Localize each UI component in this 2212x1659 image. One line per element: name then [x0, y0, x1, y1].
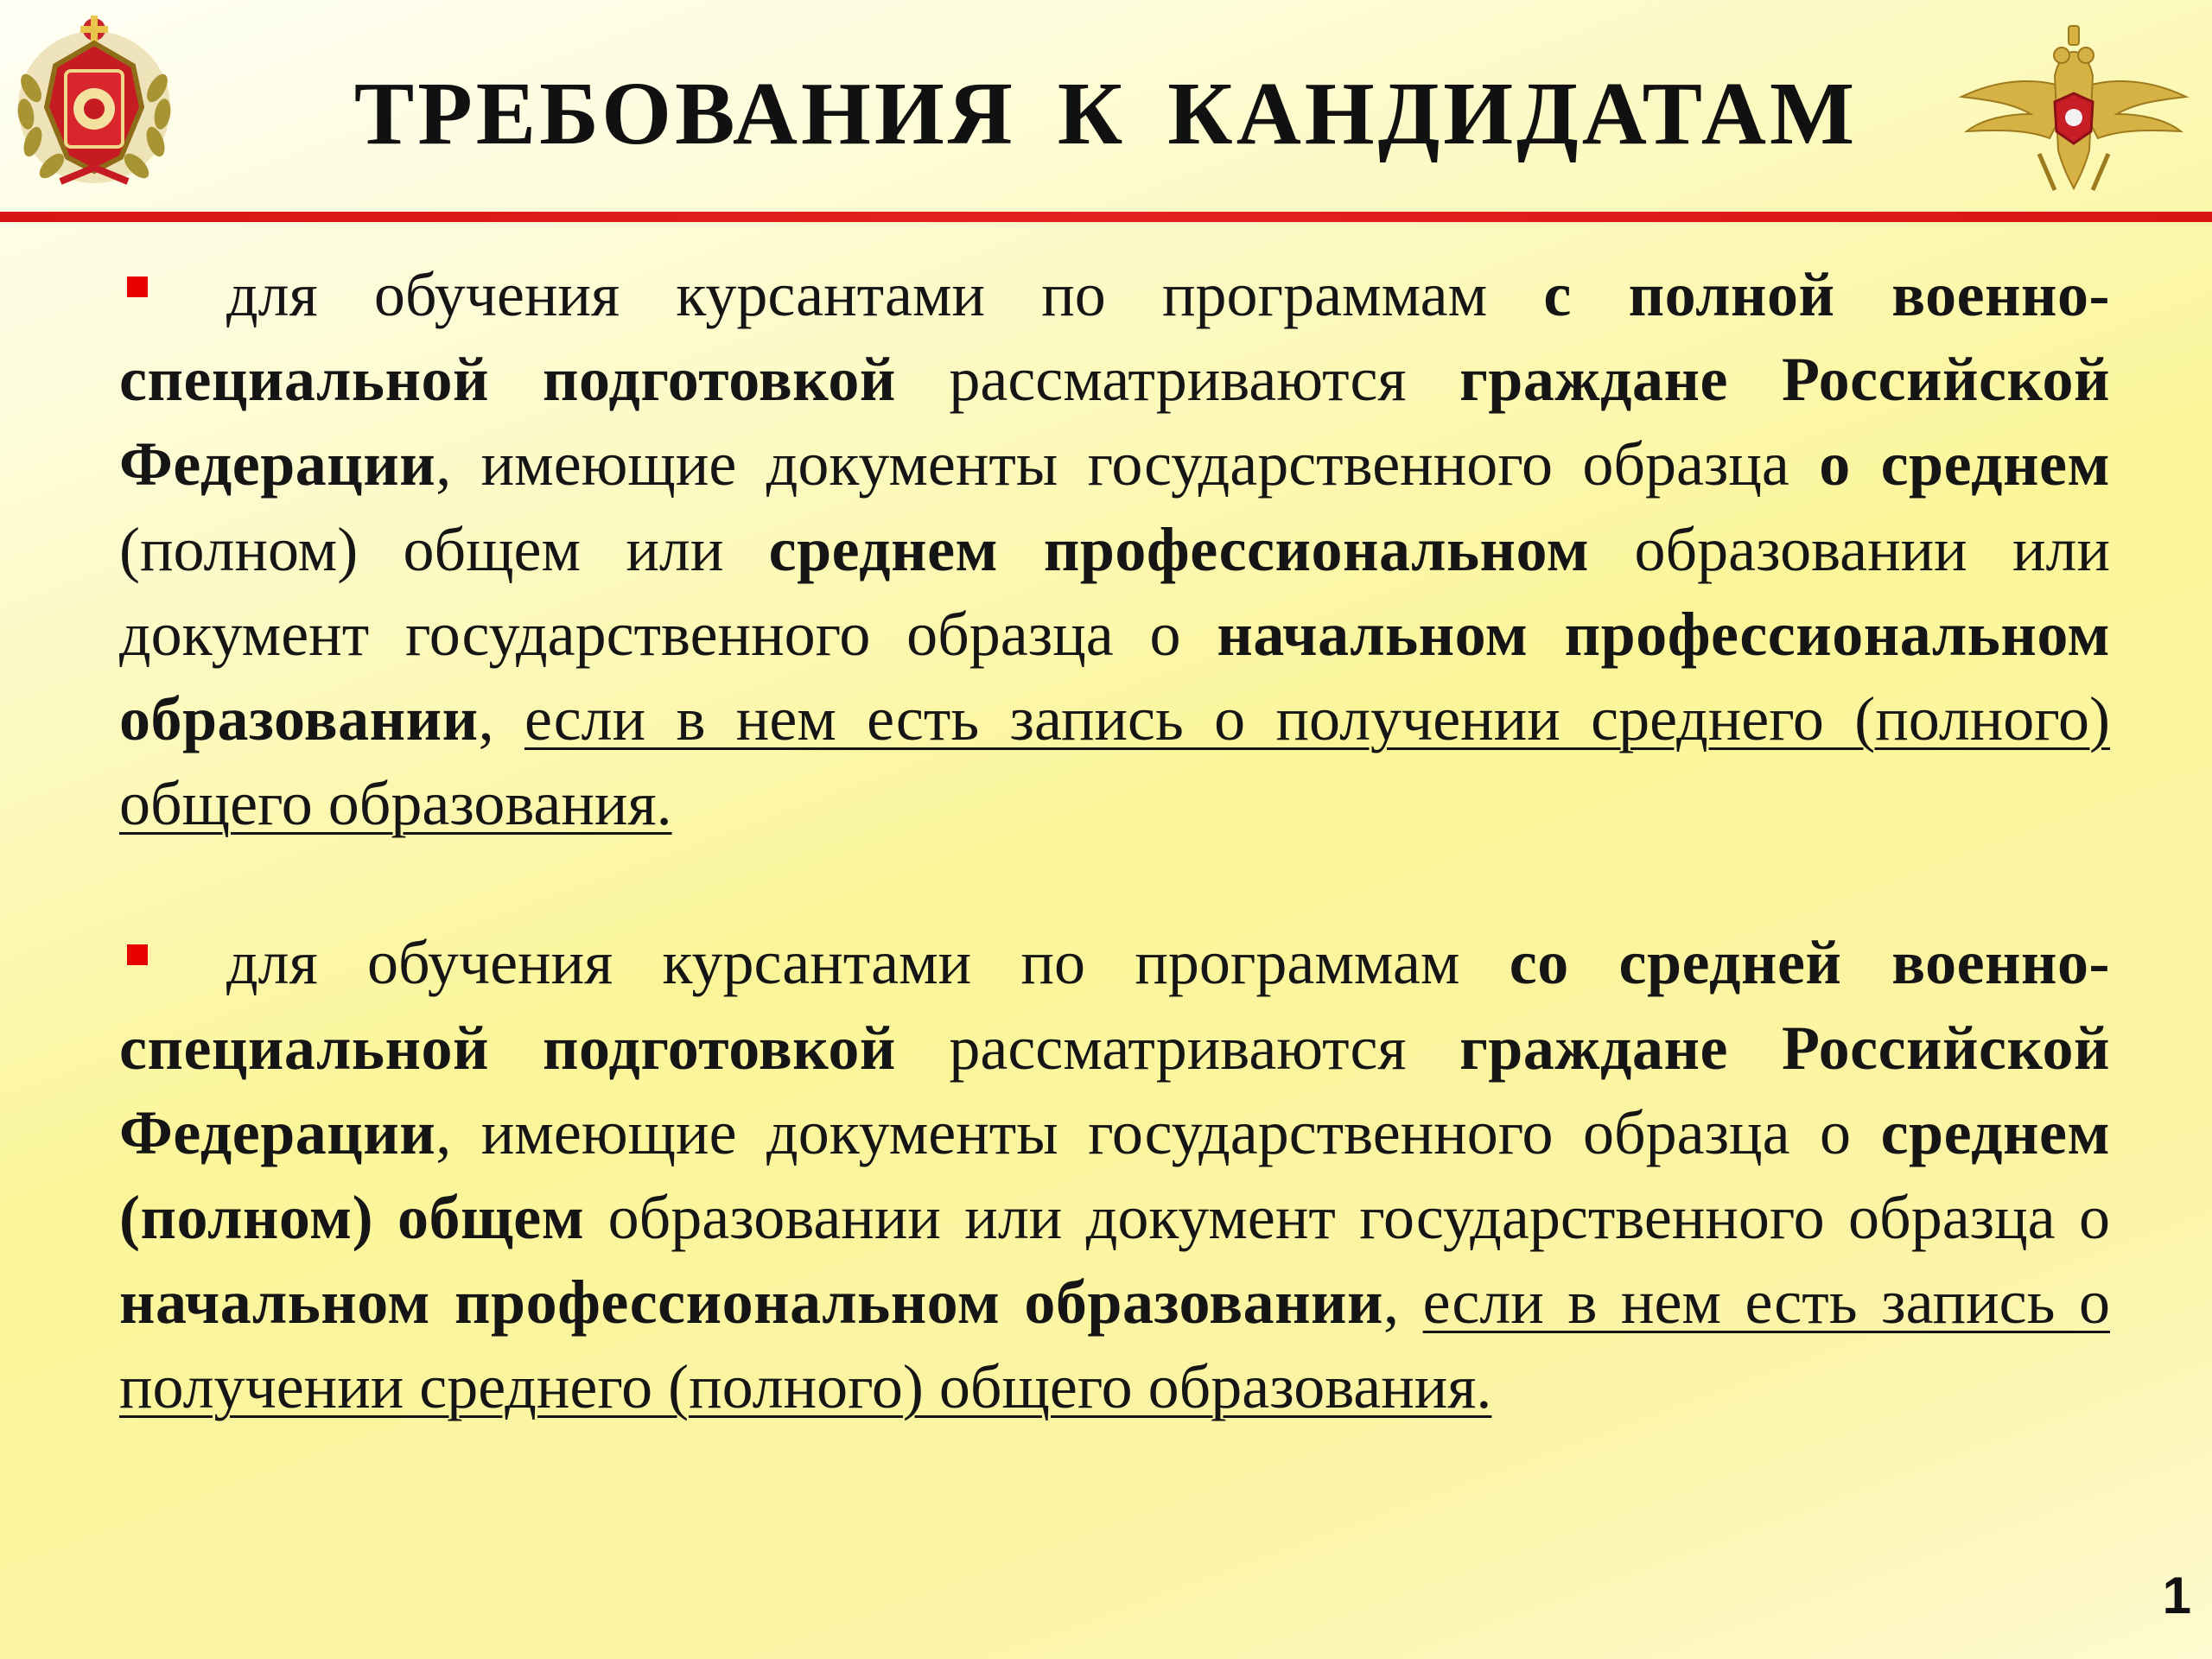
- requirement-underlined-text: если в нем есть запись о получении среднего (полного) общего образования.: [119, 1268, 2110, 1422]
- requirement-bold-text: со средней военно-специальной подготовкой: [119, 928, 2110, 1083]
- requirement-bold-text: с полной военно-специальной подготовкой: [119, 260, 2110, 415]
- requirement-underlined-text: если в нем есть запись о получении среднего (полного) общего образования.: [119, 684, 2111, 839]
- requirement-text: (полном) общем или: [119, 514, 769, 584]
- slide-title: ТРЕБОВАНИЯ К КАНДИДАТАМ: [353, 64, 1859, 163]
- page-number: 1: [2162, 1567, 2191, 1624]
- requirement-bold-text: граждане Российской Федерации: [119, 1013, 2111, 1167]
- slide-header: [0, 0, 2212, 216]
- requirement-bold-text: среднем (полном) общем: [119, 1097, 2110, 1253]
- requirement-bold-text: начальном профессиональном образовании: [119, 1268, 1384, 1338]
- bullet-icon: [127, 276, 148, 297]
- requirement-bold-text: граждане Российской Федерации: [119, 345, 2111, 499]
- requirement-text: для обучения курсантами по программам: [226, 260, 1544, 329]
- requirement-bold-text: среднем профессиональном: [768, 514, 1590, 584]
- requirement-bold-text: начальном профессиональном образовании: [119, 599, 2110, 754]
- requirement-text: ,: [478, 684, 524, 754]
- requirement-text: для обучения курсантами по программам: [226, 928, 1510, 998]
- title-divider: [0, 212, 2212, 222]
- requirement-text: , имеющие документы государственного образца о: [435, 1097, 1881, 1167]
- requirement-text: образовании или документ государственного образца о: [119, 514, 2110, 669]
- requirement-secondary-military-special: [119, 920, 2110, 1429]
- requirement-bold-text: о среднем: [1819, 429, 2110, 499]
- requirements-list: [119, 252, 2110, 1430]
- requirement-text: рассматриваются: [895, 1013, 1460, 1083]
- requirement-text: ,: [1383, 1268, 1423, 1338]
- bullet-icon: [127, 944, 148, 965]
- requirement-text: , имеющие документы государственного образца: [435, 429, 1820, 499]
- requirement-text: образовании или документ государственного образца о: [584, 1183, 2110, 1253]
- requirement-full-military-special: [119, 252, 2110, 846]
- requirement-text: рассматриваются: [895, 345, 1460, 415]
- armed-forces-eagle-emblem-icon: [1944, 21, 2203, 194]
